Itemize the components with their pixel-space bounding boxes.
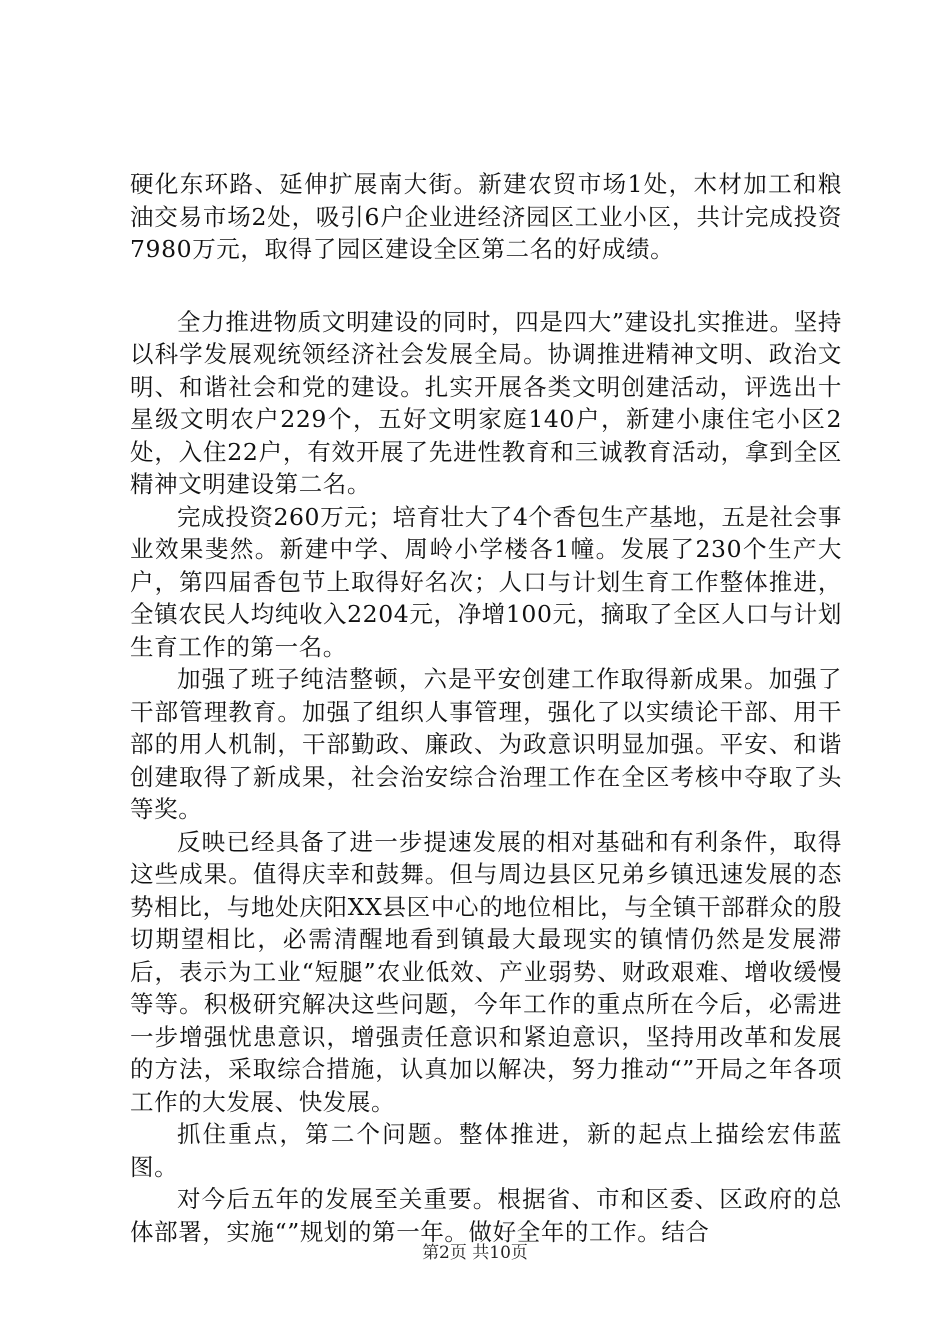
paragraph-1: 硬化东环路、延伸扩展南大街。新建农贸市场1处，木材加工和粮油交易市场2处，吸引6户企业进经济园区工业小区，共计完成投资7980万元，取得了园区建设全区第二名的好成绩。 <box>130 170 842 263</box>
page-number-footer: 第2页 共10页 <box>422 1243 528 1263</box>
paragraph-2: 全力推进物质文明建设的同时，四是四大”建设扎实推进。坚持以科学发展观统领经济社会发展全局。协调推进精神文明、政治文明、和谐社会和党的建设。扎实开展各类文明创建活动，评选出十星级文明农户229个，五好文明家庭140户，新建小康住宅小区2处，入住22户，有效开展了先进性教育和三诚教育活动，拿到全区精神文明建设第二名。 <box>130 307 842 498</box>
paragraph-7: 对今后五年的发展至关重要。根据省、市和区委、区政府的总体部署，实施“”规划的第一年。做好全年的工作。结合 <box>130 1185 842 1246</box>
document-body <box>130 168 842 1248</box>
paragraph-3: 完成投资260万元；培育壮大了4个香包生产基地，五是社会事业效果斐然。新建中学、周岭小学楼各1幢。发展了230个生产大户，第四届香包节上取得好名次；人口与计划生育工作整体推进，全镇农民人均纯收入2204元，净增100元，摘取了全区人口与计划生育工作的第一名。 <box>130 502 842 661</box>
paragraph-4: 加强了班子纯洁整顿，六是平安创建工作取得新成果。加强了干部管理教育。加强了组织人事管理，强化了以实绩论干部、用干部的用人机制，干部勤政、廉政、为政意识明显加强。平安、和谐创建取得了新成果，社会治安综合治理工作在全区考核中夺取了头等奖。 <box>130 665 842 823</box>
paragraph-5: 反映已经具备了进一步提速发展的相对基础和有利条件，取得这些成果。值得庆幸和鼓舞。但与周边县区兄弟乡镇迅速发展的态势相比，与地处庆阳XX县区中心的地位相比，与全镇干部群众的殷切期望相比，必需清醒地看到镇最大最现实的镇情仍然是发展滞后，表示为工业“短腿”农业低效、产业弱势、财政艰难、增收缓慢等等。积极研究解决这些问题，今年工作的重点所在今后，必需进一步增强忧患意识，增强责任意识和紧迫意识，坚持用改革和发展的方法，采取综合措施，认真加以解决，努力推动“”开局之年各项工作的大发展、快发展。 <box>130 827 842 1116</box>
paragraph-6: 抓住重点，第二个问题。整体推进，新的起点上描绘宏伟蓝图。 <box>130 1120 842 1181</box>
